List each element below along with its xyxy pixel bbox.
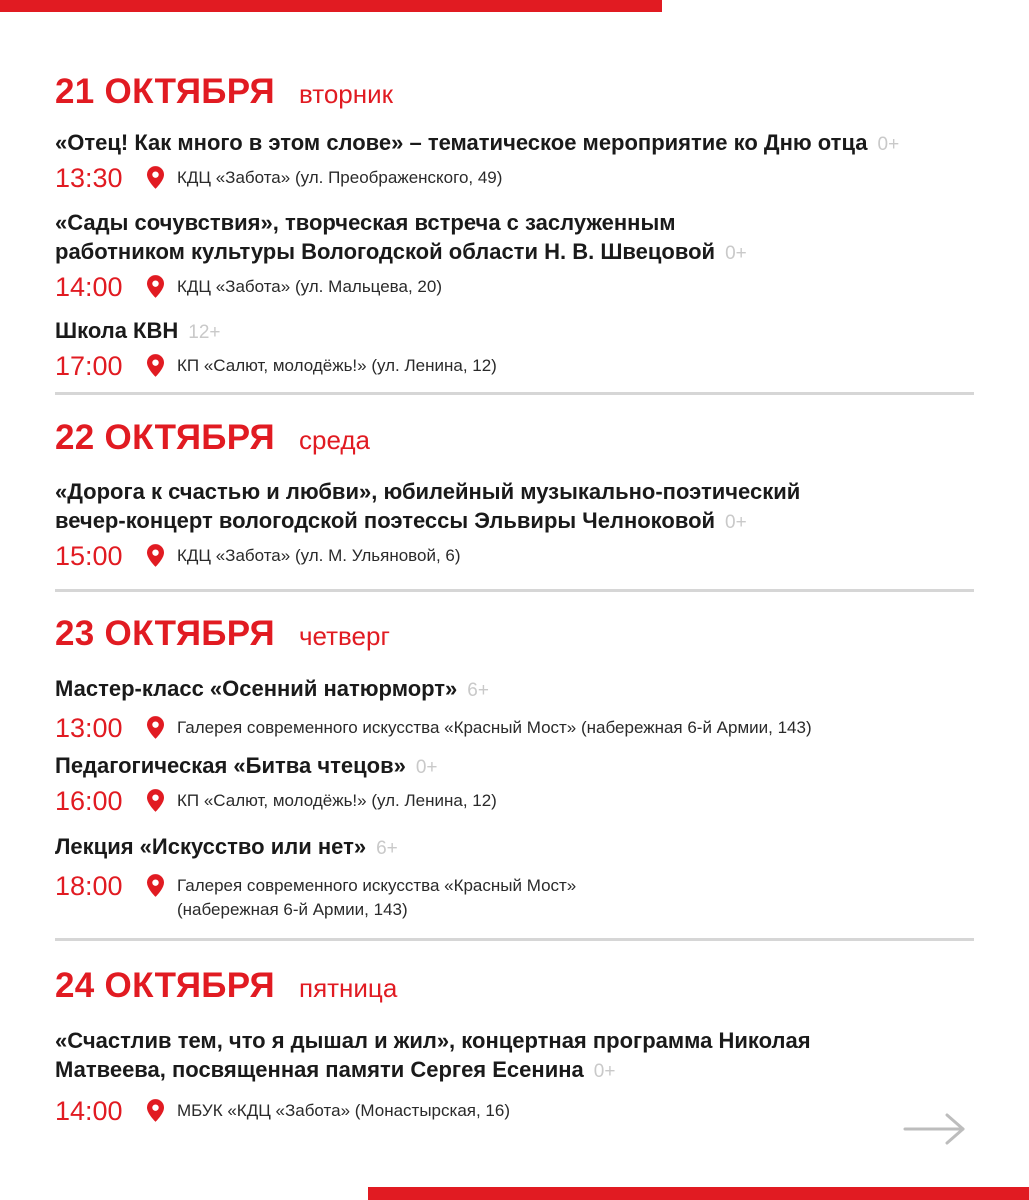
day-header xyxy=(55,966,975,1006)
day-section xyxy=(55,72,975,381)
event-details xyxy=(55,271,985,303)
event-title-line: вечер-концерт вологодской поэтессы Эльвиры Челноковой xyxy=(55,508,716,533)
map-pin-icon xyxy=(147,716,164,739)
event-item xyxy=(55,751,985,817)
age-rating: 12+ xyxy=(188,322,221,343)
map-pin-icon xyxy=(147,544,164,567)
event-details xyxy=(55,540,985,572)
section-divider xyxy=(55,938,974,941)
event-title-text: «Отец! Как много в этом слове» – тематическое мероприятие ко Дню отца xyxy=(55,130,868,155)
event-time: 16:00 xyxy=(55,786,123,816)
day-weekday: пятница xyxy=(298,973,398,1003)
event-title xyxy=(55,208,985,268)
event-details xyxy=(55,162,985,194)
event-details xyxy=(55,785,985,817)
day-section xyxy=(55,966,975,1126)
map-pin-icon xyxy=(147,275,164,298)
event-title-line: «Счастлив тем, что я дышал и жил», концертная программа Николая xyxy=(55,1028,811,1053)
event-place xyxy=(177,874,576,922)
event-time: 17:00 xyxy=(55,351,123,381)
event-details xyxy=(55,350,985,382)
event-place: МБУК «КДЦ «Забота» (Монастырская, 16) xyxy=(177,1101,511,1120)
arrow-right-icon[interactable] xyxy=(903,1113,967,1145)
age-rating: 0+ xyxy=(725,512,747,533)
event-title xyxy=(55,477,985,537)
age-rating: 6+ xyxy=(467,680,489,701)
event-item xyxy=(55,208,985,303)
bottom-accent-bar xyxy=(368,1187,1029,1200)
event-place: КП «Салют, молодёжь!» (ул. Ленина, 12) xyxy=(177,356,497,375)
map-pin-icon xyxy=(147,354,164,377)
day-weekday: четверг xyxy=(298,621,390,651)
event-details xyxy=(55,1095,985,1127)
age-rating: 0+ xyxy=(725,243,747,264)
event-title xyxy=(55,1026,985,1086)
event-details xyxy=(55,712,985,744)
map-pin-icon xyxy=(147,1099,164,1122)
age-rating: 0+ xyxy=(877,134,900,155)
event-title-text: Школа КВН xyxy=(55,318,179,343)
event-title-text: Мастер-класс «Осенний натюрморт» xyxy=(55,676,458,701)
event-item xyxy=(55,316,985,382)
day-weekday: среда xyxy=(298,425,370,455)
event-title-text: Педагогическая «Битва чтецов» xyxy=(55,753,406,778)
day-date: 23 ОКТЯБРЯ xyxy=(55,614,275,653)
day-date: 22 ОКТЯБРЯ xyxy=(55,418,275,457)
event-title-text: Лекция «Искусство или нет» xyxy=(55,834,367,859)
event-time: 14:00 xyxy=(55,272,123,302)
event-time: 15:00 xyxy=(55,541,123,571)
event-item xyxy=(55,128,985,194)
map-pin-icon xyxy=(147,789,164,812)
day-header xyxy=(55,614,975,654)
event-place: Галерея современного искусства «Красный Мост» (набережная 6-й Армии, 143) xyxy=(177,718,812,737)
day-section xyxy=(55,614,975,919)
event-title-line: «Сады сочувствия», творческая встреча с заслуженным xyxy=(55,210,676,235)
age-rating: 0+ xyxy=(593,1061,616,1082)
age-rating: 0+ xyxy=(415,757,438,778)
event-details xyxy=(55,870,985,922)
day-section xyxy=(55,418,975,571)
section-divider xyxy=(55,589,974,592)
event-place: КДЦ «Забота» (ул. Мальцева, 20) xyxy=(177,277,442,296)
event-title xyxy=(55,316,985,347)
section-divider xyxy=(55,392,974,395)
event-title xyxy=(55,832,985,863)
event-place: КДЦ «Забота» (ул. М. Ульяновой, 6) xyxy=(177,546,461,565)
event-item xyxy=(55,674,985,744)
event-item xyxy=(55,477,985,572)
event-time: 13:00 xyxy=(55,713,123,743)
map-pin-icon xyxy=(147,874,164,897)
event-item xyxy=(55,832,985,922)
top-accent-bar xyxy=(0,0,662,12)
event-title xyxy=(55,128,985,159)
event-title-line: Матвеева, посвященная памяти Сергея Есенина xyxy=(55,1057,584,1082)
event-title xyxy=(55,751,985,782)
event-time: 18:00 xyxy=(55,871,123,901)
event-place: КДЦ «Забота» (ул. Преображенского, 49) xyxy=(177,168,503,187)
day-date: 24 ОКТЯБРЯ xyxy=(55,966,275,1005)
event-time: 14:00 xyxy=(55,1096,123,1126)
event-place: КП «Салют, молодёжь!» (ул. Ленина, 12) xyxy=(177,791,497,810)
event-place-line: Галерея современного искусства «Красный Мост» xyxy=(177,876,577,895)
event-title-line: «Дорога к счастью и любви», юбилейный музыкально-поэтический xyxy=(55,479,801,504)
day-date: 21 ОКТЯБРЯ xyxy=(55,72,275,111)
event-item xyxy=(55,1026,985,1127)
map-pin-icon xyxy=(147,166,164,189)
event-time: 13:30 xyxy=(55,163,123,193)
event-place-line: (набережная 6-й Армии, 143) xyxy=(177,900,408,919)
day-weekday: вторник xyxy=(298,79,394,109)
day-header xyxy=(55,418,975,458)
day-header xyxy=(55,72,975,112)
event-title xyxy=(55,674,985,705)
event-title-line: работником культуры Вологодской области Н. В. Швецовой xyxy=(55,239,716,264)
age-rating: 6+ xyxy=(376,838,398,859)
